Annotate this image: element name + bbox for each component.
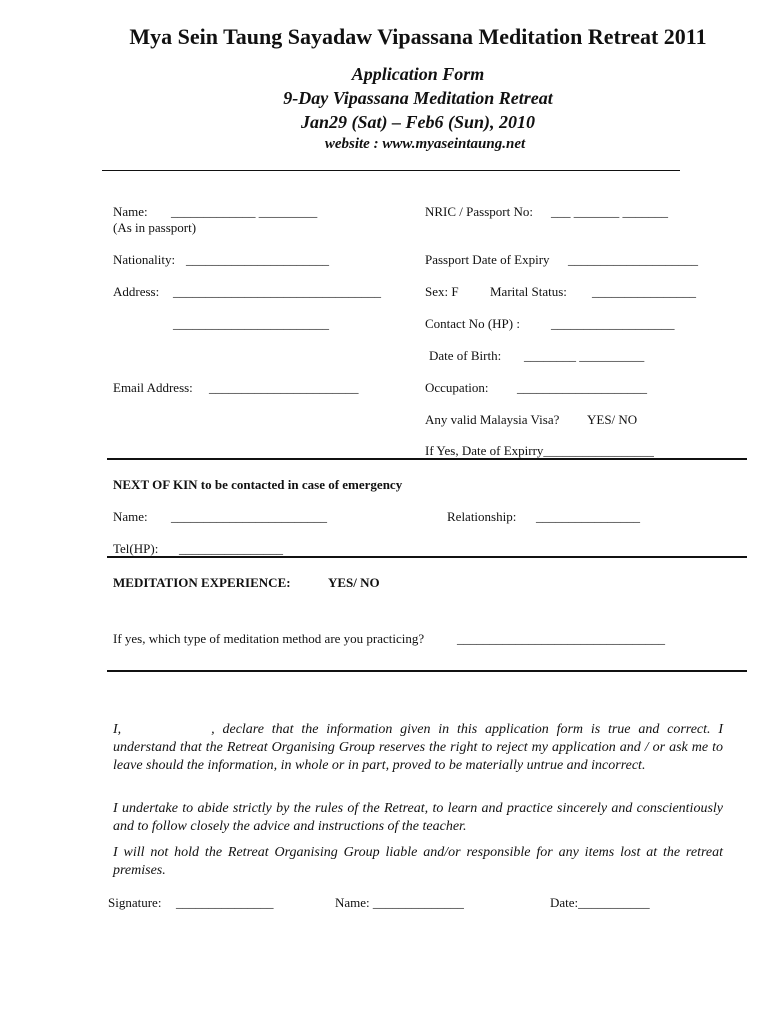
meditation-options[interactable]: YES/ NO: [328, 575, 380, 590]
address-field-1[interactable]: ________________________________: [173, 284, 381, 299]
occupation-field[interactable]: ____________________: [517, 380, 647, 395]
declaration-paragraph-2: I undertake to abide strictly by the rules of the Retreat, to learn and practice sincerely and conscientiously and to follow closely the advice and instructions of the teacher.: [113, 801, 723, 834]
meditation-heading: MEDITATION EXPERIENCE:: [113, 575, 291, 590]
declaration-paragraph-3: I will not hold the Retreat Organising Group liable and/or responsible for any items lost at the retreat premises.: [113, 845, 723, 878]
declaration-text: , declare that the information given in this application form is true and correct. I understand that the Retreat Organising Group reserves the right to reject my application and / or ask me to leave should the information, in whole or in part, proved to be materially untrue and incorrect.: [113, 722, 723, 773]
signoff-name-field[interactable]: Name: ______________: [335, 895, 464, 910]
marital-status-field[interactable]: ________________: [592, 284, 696, 299]
address-field-2[interactable]: ________________________: [173, 316, 329, 331]
relationship-label: Relationship:: [447, 509, 517, 524]
nationality-field[interactable]: ______________________: [186, 252, 329, 267]
section-divider-3: [107, 670, 747, 672]
dob-label: Date of Birth:: [429, 348, 502, 363]
contact-label: Contact No (HP) :: [425, 316, 520, 331]
contact-field[interactable]: ___________________: [551, 316, 675, 331]
declaration-i: I,: [113, 722, 122, 737]
retreat-dates: Jan29 (Sat) – Feb6 (Sun), 2010: [300, 112, 536, 132]
meditation-method-question: If yes, which type of meditation method are you practicing?: [113, 631, 425, 646]
kin-name-field[interactable]: ________________________: [171, 509, 327, 524]
dob-field[interactable]: ________ __________: [524, 348, 645, 363]
relationship-field[interactable]: ________________: [536, 509, 640, 524]
nationality-label: Nationality:: [113, 252, 176, 267]
form-title: Mya Sein Taung Sayadaw Vipassana Meditation Retreat 2011: [129, 24, 707, 49]
occupation-label: Occupation:: [425, 380, 489, 395]
sex-label: Sex: F: [425, 284, 459, 299]
passport-expiry-label: Passport Date of Expiry: [425, 252, 550, 267]
as-in-passport-note: (As in passport): [113, 220, 197, 235]
email-field[interactable]: _______________________: [209, 380, 359, 395]
passport-expiry-field[interactable]: ____________________: [568, 252, 698, 267]
nric-label: NRIC / Passport No:: [425, 204, 533, 219]
form-subtitle: Application Form: [351, 64, 485, 84]
signature-label: Signature:: [108, 895, 162, 910]
meditation-method-field[interactable]: ________________________________: [457, 631, 665, 646]
next-of-kin-heading: NEXT OF KIN to be contacted in case of emergency: [113, 477, 403, 492]
visa-expiry-field[interactable]: If Yes, Date of Expirry_________________: [425, 443, 654, 458]
section-divider-1: [107, 458, 747, 460]
marital-status-label: Marital Status:: [490, 284, 567, 299]
kin-tel-label: Tel(HP):: [113, 541, 159, 556]
kin-tel-field[interactable]: ________________: [179, 541, 283, 556]
address-label: Address:: [113, 284, 160, 299]
visa-options[interactable]: YES/ NO: [587, 412, 638, 427]
header-divider: [102, 170, 680, 171]
website-label: website: [324, 136, 370, 152]
kin-name-label: Name:: [113, 509, 148, 524]
website-value: : www.myaseintaung.net: [373, 136, 526, 152]
email-label: Email Address:: [113, 380, 193, 395]
website-line: [0, 136, 770, 153]
name-field[interactable]: _____________ _________: [171, 204, 318, 219]
section-divider-2: [107, 556, 747, 558]
declaration-paragraph-1: [113, 721, 723, 775]
retreat-name: 9-Day Vipassana Meditation Retreat: [283, 88, 553, 108]
visa-label: Any valid Malaysia Visa?: [425, 412, 560, 427]
signoff-date-field[interactable]: Date:___________: [550, 895, 650, 910]
nric-field[interactable]: ___ _______ _______: [551, 204, 668, 219]
signature-field[interactable]: _______________: [176, 895, 274, 910]
name-label: Name:: [113, 204, 148, 219]
